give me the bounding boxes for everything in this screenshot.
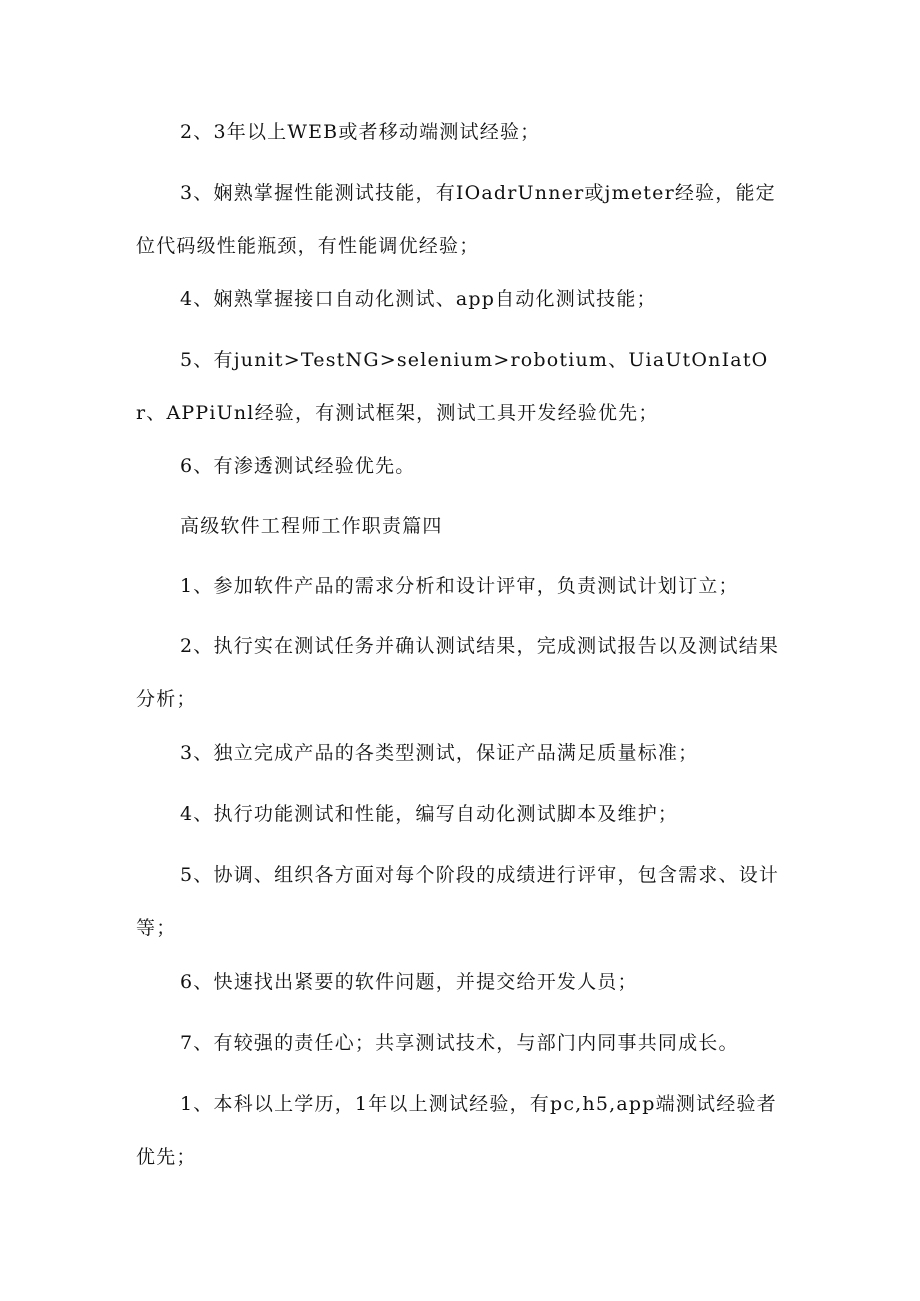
paragraph-duty-4 <box>136 788 788 841</box>
paragraph-requirement-4 <box>136 273 788 326</box>
paragraph-requirement-5 <box>136 334 788 440</box>
paragraph-duty-7 <box>136 1017 788 1070</box>
paragraph-text: 2、3年以上WEB或者移动端测试经验； <box>180 121 541 143</box>
paragraph-text: 6、快速找出紧要的软件问题，并提交给开发人员； <box>180 971 638 993</box>
paragraph-requirement-6 <box>136 440 788 493</box>
paragraph-requirement-2 <box>136 106 788 159</box>
paragraph-text: 1、参加软件产品的需求分析和设计评审，负责测试计划订立； <box>180 575 739 597</box>
paragraph-requirement-3 <box>136 167 788 273</box>
paragraph-text: 3、独立完成产品的各类型测试，保证产品满足质量标准； <box>180 742 699 764</box>
paragraph-text: 6、有渗透测试经验优先。 <box>180 455 416 477</box>
paragraph-text: 7、有较强的责任心；共享测试技术，与部门内同事共同成长。 <box>180 1032 739 1054</box>
paragraph-duty-3 <box>136 727 788 780</box>
paragraph-text: 4、执行功能测试和性能，编写自动化测试脚本及维护； <box>180 803 679 825</box>
paragraph-duty-1 <box>136 560 788 613</box>
paragraph-text: 2、执行实在测试任务并确认测试结果，完成测试报告以及测试结果分析； <box>136 635 780 710</box>
paragraph-duty-5 <box>136 849 788 955</box>
paragraph-duty-6 <box>136 956 788 1009</box>
section-heading <box>136 500 788 553</box>
paragraph-qualification-1 <box>136 1078 788 1184</box>
section-heading-text: 高级软件工程师工作职责篇四 <box>180 515 443 537</box>
paragraph-text: 1、本科以上学历，1年以上测试经验，有pc,h5,app端测试经验者优先； <box>136 1093 777 1168</box>
paragraph-text: 5、有junit>TestNG>selenium>robotium、UiaUtOnIatOr、APPiUnl经验，有测试框架，测试工具开发经验优先； <box>136 349 769 424</box>
paragraph-text: 3、娴熟掌握性能测试技能，有IOadrUnner或jmeter经验，能定位代码级性能瓶颈，有性能调优经验； <box>136 182 776 257</box>
paragraph-text: 5、协调、组织各方面对每个阶段的成绩进行评审，包含需求、设计等； <box>136 864 780 939</box>
paragraph-text: 4、娴熟掌握接口自动化测试、app自动化测试技能； <box>180 288 657 310</box>
paragraph-duty-2 <box>136 620 788 726</box>
